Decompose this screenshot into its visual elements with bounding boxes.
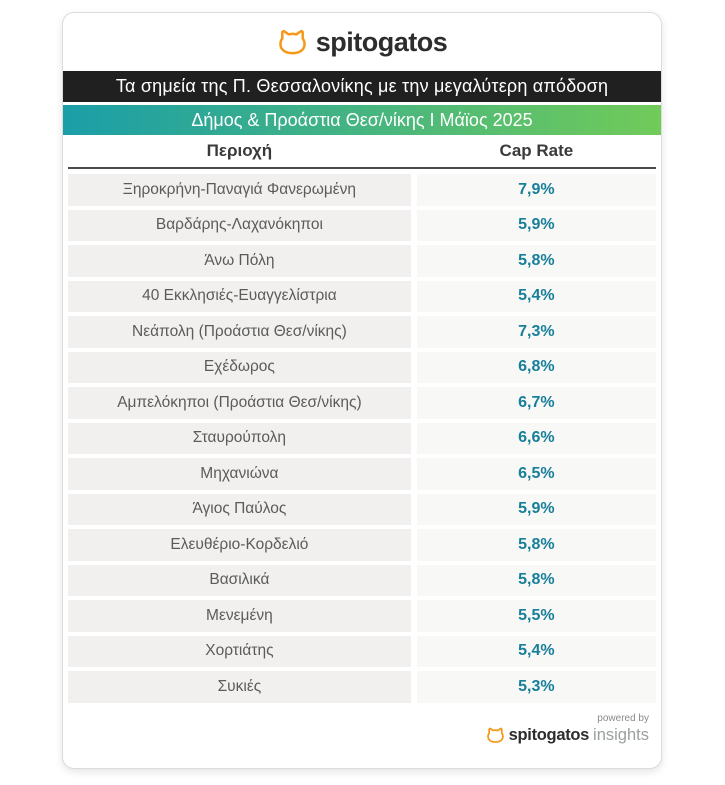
region-cell: Ξηροκρήνη-Παναγιά Φανερωμένη <box>68 174 411 206</box>
column-header-cap-rate: Cap Rate <box>499 141 574 160</box>
table-row <box>68 423 656 455</box>
table-row <box>68 529 656 561</box>
cat-icon <box>277 29 308 56</box>
cap-rate-cell: 6,6% <box>417 423 656 455</box>
cap-rate-cell: 7,3% <box>417 316 656 348</box>
cap-rate-cell: 5,8% <box>417 245 656 277</box>
cap-rate-cell: 7,9% <box>417 174 656 206</box>
region-cell: Νεάπολη (Προάστια Θεσ/νίκης) <box>68 316 411 348</box>
table-row <box>68 281 656 313</box>
subtitle-bar <box>63 105 661 135</box>
region-cell: Συκιές <box>68 671 411 703</box>
cap-rate-cell: 6,8% <box>417 352 656 384</box>
page-title: Τα σημεία της Π. Θεσσαλονίκης με την μεγαλύτερη απόδοση <box>115 76 609 96</box>
region-cell: Εχέδωρος <box>68 352 411 384</box>
infographic-card <box>62 12 662 769</box>
cat-icon <box>486 727 505 744</box>
table-row <box>68 671 656 703</box>
table-row <box>68 565 656 597</box>
footer-logo <box>63 726 649 745</box>
table-row <box>68 174 656 206</box>
region-cell: Μηχανιώνα <box>68 458 411 490</box>
region-cell: Αμπελόκηποι (Προάστια Θεσ/νίκης) <box>68 387 411 419</box>
table-row <box>68 210 656 242</box>
region-cell: Χορτιάτης <box>68 636 411 668</box>
cap-rate-cell: 5,8% <box>417 565 656 597</box>
region-cell: Βαρδάρης-Λαχανόκηποι <box>68 210 411 242</box>
column-header-region: Περιοχή <box>206 141 273 160</box>
cap-rate-table <box>68 135 656 703</box>
table-header-row <box>68 135 656 167</box>
cap-rate-cell: 6,7% <box>417 387 656 419</box>
logo-text: spitogatos <box>315 26 448 57</box>
footer-suffix-text: insights <box>593 725 649 744</box>
table-row <box>68 636 656 668</box>
region-cell: Ελευθέριο-Κορδελιό <box>68 529 411 561</box>
cap-rate-cell: 6,5% <box>417 458 656 490</box>
cap-rate-cell: 5,8% <box>417 529 656 561</box>
footer <box>63 713 661 745</box>
title-bar <box>63 71 661 102</box>
table-row <box>68 387 656 419</box>
cap-rate-cell: 5,9% <box>417 210 656 242</box>
region-cell: 40 Εκκλησιές-Ευαγγελίστρια <box>68 281 411 313</box>
powered-by-label: powered by <box>597 712 649 724</box>
table-row <box>68 494 656 526</box>
table-row <box>68 458 656 490</box>
cap-rate-cell: 5,3% <box>417 671 656 703</box>
region-cell: Βασιλικά <box>68 565 411 597</box>
table-row <box>68 316 656 348</box>
region-cell: Μενεμένη <box>68 600 411 632</box>
table-row <box>68 600 656 632</box>
region-cell: Άγιος Παύλος <box>68 494 411 526</box>
cap-rate-cell: 5,5% <box>417 600 656 632</box>
cap-rate-cell: 5,4% <box>417 636 656 668</box>
cap-rate-cell: 5,9% <box>417 494 656 526</box>
page-subtitle: Δήμος & Προάστια Θεσ/νίκης I Μάϊος 2025 <box>191 109 533 130</box>
table-row <box>68 352 656 384</box>
footer-brand-text: spitogatos <box>508 725 590 744</box>
region-cell: Σταυρούπολη <box>68 423 411 455</box>
header-divider <box>68 167 656 169</box>
table-row <box>68 245 656 277</box>
cap-rate-cell: 5,4% <box>417 281 656 313</box>
logo-bar <box>63 13 661 71</box>
region-cell: Άνω Πόλη <box>68 245 411 277</box>
table-body <box>68 174 656 703</box>
